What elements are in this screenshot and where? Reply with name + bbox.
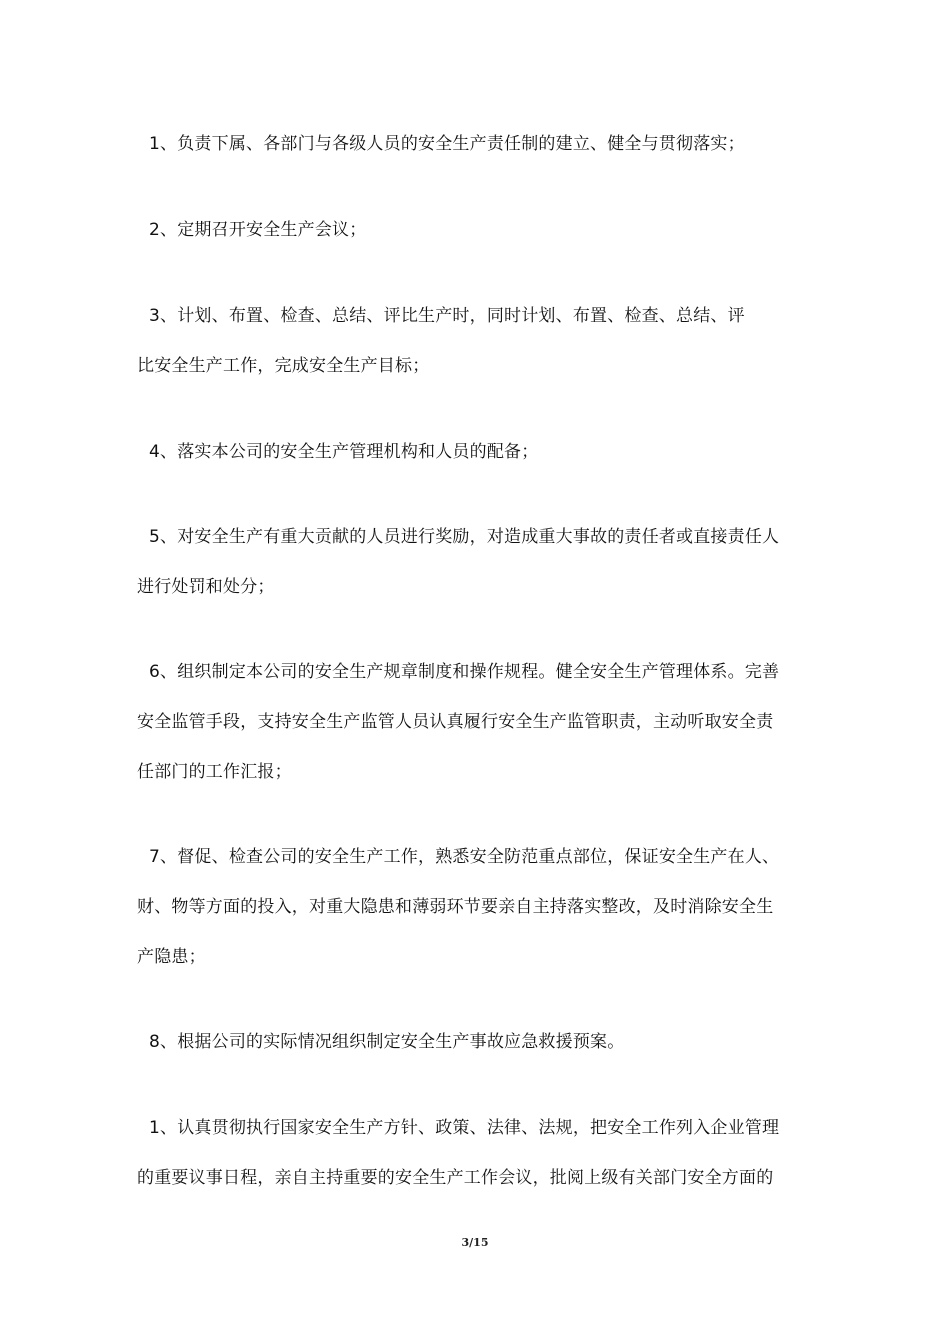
paragraph-line: 1、负责下属、各部门与各级人员的安全生产责任制的建立、健全与贯彻落实； [149,134,745,154]
paragraph-4 [137,427,827,477]
paragraph-line: 5、对安全生产有重大贡献的人员进行奖励，对造成重大事故的责任者或直接责任人 [149,527,780,547]
paragraph-7 [137,832,827,982]
paragraph-1 [137,119,827,169]
paragraph-line: 1、认真贯彻执行国家安全生产方针、政策、法律、法规，把安全工作列入企业管理 [149,1118,780,1138]
paragraph-3 [137,291,827,391]
paragraph-6 [137,647,827,797]
paragraph-line: 2、定期召开安全生产会议； [149,220,367,240]
paragraph-line: 7、督促、检查公司的安全生产工作，熟悉安全防范重点部位，保证安全生产在人、 [149,847,780,867]
paragraph-2 [137,205,827,255]
paragraph-line: 6、组织制定本公司的安全生产规章制度和操作规程。健全安全生产管理体系。完善 [149,662,780,682]
paragraph-line: 4、落实本公司的安全生产管理机构和人员的配备； [149,442,539,462]
paragraph-line: 任部门的工作汇报； [137,762,292,782]
paragraph-line: 3、计划、布置、检查、总结、评比生产时，同时计划、布置、检查、总结、评 [149,306,745,326]
paragraph-5 [137,512,827,612]
paragraph-line: 8、根据公司的实际情况组织制定安全生产事故应急救援预案。 [149,1032,625,1052]
page-number: 3/15 [461,1236,489,1249]
paragraph-line: 产隐患； [137,947,206,967]
paragraph-line: 进行处罚和处分； [137,577,275,597]
paragraph-line: 比安全生产工作，完成安全生产目标； [137,356,430,376]
paragraph-line: 财、物等方面的投入，对重大隐患和薄弱环节要亲自主持落实整改，及时消除安全生 [137,897,774,917]
paragraph-8 [137,1017,827,1067]
paragraph-9 [137,1103,827,1203]
paragraph-line: 的重要议事日程，亲自主持重要的安全生产工作会议，批阅上级有关部门安全方面的 [137,1168,774,1188]
paragraph-line: 安全监管手段，支持安全生产监管人员认真履行安全生产监管职责，主动听取安全责 [137,712,774,732]
